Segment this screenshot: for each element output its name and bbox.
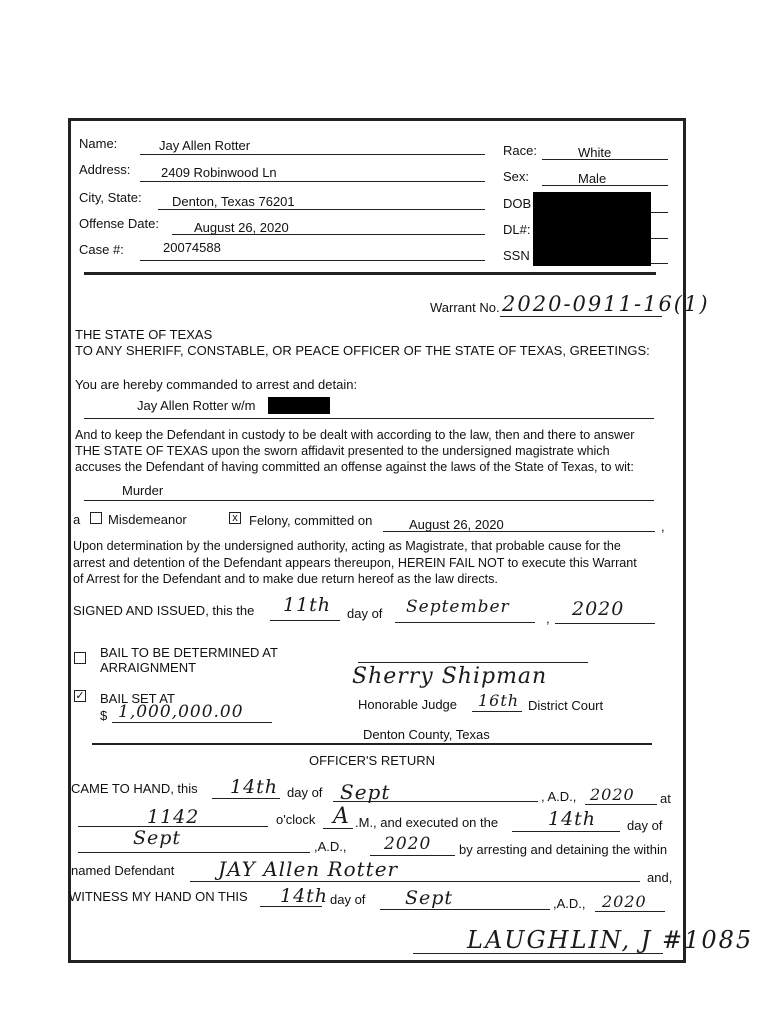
time-value: 1142 bbox=[147, 806, 200, 828]
defendant-redaction bbox=[268, 397, 330, 414]
city-underline bbox=[158, 209, 485, 210]
dob-label: DOB bbox=[503, 196, 532, 211]
named-label: named Defendant bbox=[71, 863, 175, 878]
bail-amount: 1,000,000.00 bbox=[118, 702, 244, 722]
witness-year: 2020 bbox=[602, 892, 647, 911]
judge-signature-line bbox=[358, 662, 588, 663]
committed-date-underline bbox=[383, 531, 655, 532]
warrant-no-label: Warrant No. bbox=[430, 300, 500, 315]
case-label: Case #: bbox=[79, 242, 124, 257]
am-underline bbox=[323, 828, 353, 829]
name-label: Name: bbox=[79, 136, 118, 151]
state-heading: THE STATE OF TEXAS bbox=[75, 327, 213, 342]
ssn-underline-tail bbox=[651, 263, 668, 264]
custody-text-1: And to keep the Defendant in custody to be dealt with according to the law, then and there to answer bbox=[75, 428, 635, 442]
witness-year-underline bbox=[595, 911, 665, 912]
race-value: White bbox=[578, 145, 612, 160]
greetings-heading: TO ANY SHERIFF, CONSTABLE, OR PEACE OFFICER OF THE STATE OF TEXAS, GREETINGS: bbox=[75, 343, 650, 358]
redaction-block bbox=[533, 192, 651, 266]
determination-text-3: of Arrest for the Defendant and to make due return hereof as the law directs. bbox=[73, 572, 498, 586]
came-at: at bbox=[660, 791, 671, 806]
custody-text-2: THE STATE OF TEXAS upon the sworn affidavit presented to the undersigned magistrate which bbox=[75, 444, 610, 458]
signed-label: SIGNED AND ISSUED, this the bbox=[73, 603, 255, 618]
exec-year-underline bbox=[370, 855, 455, 856]
named-value: JAY Allen Rotter bbox=[218, 857, 399, 881]
witness-month-underline bbox=[380, 909, 550, 910]
case-underline bbox=[140, 260, 485, 261]
signed-day-of: day of bbox=[347, 606, 383, 621]
custody-text-3: accuses the Defendant of having committed an offense against the laws of the State of Texas, to wit: bbox=[75, 460, 634, 474]
determination-text-1: Upon determination by the undersigned authority, acting as Magistrate, that probable cause for the bbox=[73, 539, 621, 553]
case-value: 20074588 bbox=[163, 240, 221, 255]
came-day-underline bbox=[212, 798, 280, 799]
address-underline bbox=[140, 181, 485, 182]
sex-value: Male bbox=[578, 171, 607, 186]
sex-underline bbox=[542, 185, 668, 186]
came-day: 14th bbox=[230, 776, 279, 798]
offense-date-underline bbox=[172, 234, 485, 235]
bail-tbd-checkbox[interactable] bbox=[74, 652, 86, 664]
witness-day: 14th bbox=[280, 885, 329, 907]
judge-signature: Sherry Shipman bbox=[352, 664, 548, 689]
judge-suffix: District Court bbox=[528, 698, 604, 713]
warrant-no-underline bbox=[500, 316, 662, 317]
race-underline bbox=[542, 159, 668, 160]
officer-signature: LAUGHLIN, J #1085 bbox=[467, 926, 754, 954]
signed-comma: , bbox=[546, 611, 550, 626]
exec-month: Sept bbox=[133, 827, 182, 849]
address-label: Address: bbox=[79, 162, 131, 177]
signed-day: 11th bbox=[283, 594, 332, 616]
judge-court-no: 16th bbox=[478, 691, 520, 710]
county-label: Denton County, Texas bbox=[363, 727, 490, 742]
dob-underline-tail bbox=[651, 212, 668, 213]
offense-underline bbox=[84, 500, 654, 501]
and-label: and, bbox=[647, 870, 673, 885]
came-label: CAME TO HAND, this bbox=[71, 781, 198, 796]
bail-amount-underline bbox=[112, 722, 272, 723]
committed-comma: , bbox=[661, 519, 665, 534]
exec-day: 14th bbox=[548, 808, 597, 830]
name-underline bbox=[140, 154, 485, 155]
witness-month: Sept bbox=[405, 887, 454, 909]
race-label: Race: bbox=[503, 143, 537, 158]
am-value: A bbox=[333, 804, 350, 829]
came-year: 2020 bbox=[590, 785, 635, 804]
witness-label: WITNESS MY HAND ON THIS bbox=[69, 889, 248, 904]
misdemeanor-label: Misdemeanor bbox=[108, 512, 187, 527]
offense-date-value: August 26, 2020 bbox=[194, 220, 289, 235]
felony-label: Felony, committed on bbox=[249, 513, 373, 528]
warrant-no-value: 2020-0911-16(1) bbox=[502, 292, 710, 316]
felony-checkbox[interactable]: x bbox=[229, 512, 241, 524]
offense-date-label: Offense Date: bbox=[79, 216, 159, 231]
oclock-label: o'clock bbox=[276, 812, 316, 827]
a-label: a bbox=[73, 512, 81, 527]
name-value: Jay Allen Rotter bbox=[159, 138, 251, 153]
ssn-label: SSN bbox=[503, 248, 530, 263]
return-title: OFFICER'S RETURN bbox=[309, 753, 435, 768]
bail-set-checkbox[interactable]: ✓ bbox=[75, 690, 85, 702]
defendant-underline bbox=[84, 418, 654, 419]
came-month-underline bbox=[333, 801, 538, 802]
judge-prefix: Honorable Judge bbox=[358, 697, 458, 712]
dollar-sign: $ bbox=[100, 708, 108, 723]
misdemeanor-checkbox[interactable] bbox=[90, 512, 102, 524]
signed-day-underline bbox=[270, 620, 340, 621]
named-underline bbox=[190, 881, 640, 882]
exec-ad: ,A.D., bbox=[314, 839, 347, 854]
sex-label: Sex: bbox=[503, 169, 530, 184]
exec-month-underline bbox=[78, 852, 310, 853]
address-value: 2409 Robinwood Ln bbox=[161, 165, 277, 180]
arresting-label: by arresting and detaining the within bbox=[459, 842, 668, 857]
exec-day-of: day of bbox=[627, 818, 663, 833]
executed-label: .M., and executed on the bbox=[355, 815, 499, 830]
came-ad: , A.D., bbox=[541, 789, 577, 804]
came-day-of: day of bbox=[287, 785, 323, 800]
signed-year: 2020 bbox=[572, 598, 625, 620]
defendant-name: Jay Allen Rotter w/m bbox=[137, 398, 256, 413]
city-value: Denton, Texas 76201 bbox=[172, 194, 295, 209]
exec-year: 2020 bbox=[384, 834, 432, 854]
committed-date: August 26, 2020 bbox=[409, 517, 504, 532]
officer-signature-line bbox=[413, 953, 663, 954]
offense-name: Murder bbox=[122, 483, 164, 498]
witness-day-underline bbox=[260, 906, 322, 907]
exec-day-underline bbox=[512, 831, 620, 832]
dl-label: DL#: bbox=[503, 222, 531, 237]
signed-month: September bbox=[406, 597, 510, 617]
signed-month-underline bbox=[395, 622, 535, 623]
return-divider bbox=[92, 743, 652, 745]
witness-day-of: day of bbox=[330, 892, 366, 907]
bail-tbd-label-1: BAIL TO BE DETERMINED AT bbox=[100, 645, 278, 660]
judge-court-underline bbox=[472, 711, 522, 712]
command-text: You are hereby commanded to arrest and detain: bbox=[75, 377, 358, 392]
came-month: Sept bbox=[340, 780, 391, 804]
came-year-underline bbox=[585, 804, 657, 805]
header-divider bbox=[84, 272, 656, 275]
dl-underline-tail bbox=[651, 238, 668, 239]
witness-ad: ,A.D., bbox=[553, 896, 586, 911]
city-label: City, State: bbox=[79, 190, 142, 205]
bail-set-label: BAIL SET AT bbox=[100, 691, 175, 706]
signed-year-underline bbox=[555, 623, 655, 624]
bail-tbd-label-2: ARRAIGNMENT bbox=[100, 660, 197, 675]
determination-text-2: arrest and detention of the Defendant appears thereupon, HEREIN FAIL NOT to execute this Warrant bbox=[73, 556, 637, 570]
